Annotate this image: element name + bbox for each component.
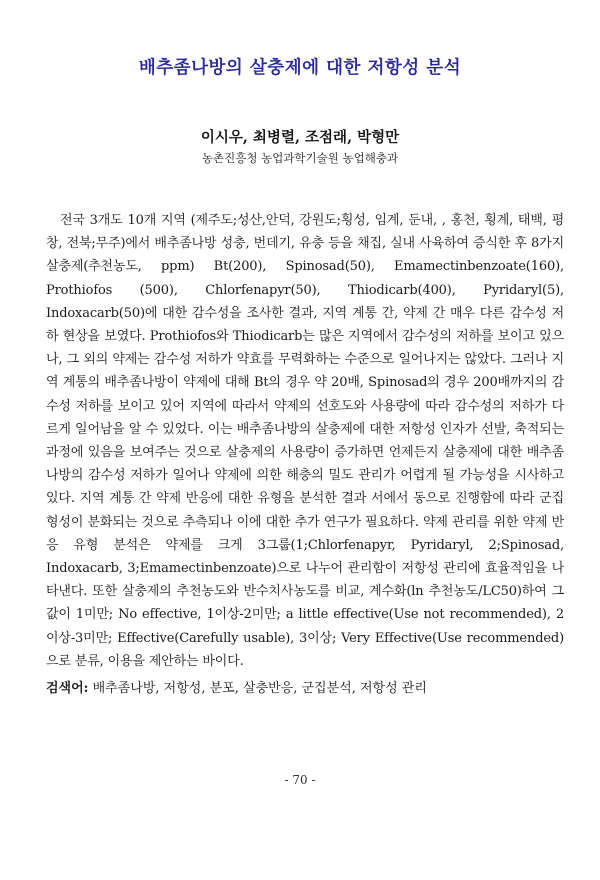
affiliation: 농촌진흥청 농업과학기술원 농업해충과 <box>201 151 399 165</box>
keywords-text: 배추좀나방, 저항성, 분포, 살충반응, 군집분석, 저항성 관리 <box>92 681 427 696</box>
paper-title: 배추좀나방의 살충제에 대한 저항성 분석 <box>138 58 462 78</box>
page-number: - 70 - <box>284 773 316 787</box>
author-list: 이시우, 최병렬, 조점래, 박형만 <box>200 129 400 146</box>
keywords-label: 검색어: <box>46 681 89 696</box>
keywords-section <box>46 679 564 699</box>
abstract-body: 전국 3개도 10개 지역 (제주도;성산,안덕, 강원도;횡성, 임계, 둔내, , 홍천, 횡계, 태백, 평창, 전북;무주)에서 배추좀나방 성충, 번데기, 유충 등을 채집, 실내 사육하여 증식한 후 8가지 살충제(추천농도, ppm) Bt(200), Spinosad(50), Emamectinbenzoate(160), Prothiofos (500), Chlorfenapyr(50), Thiodicarb(400), Pyridaryl(5), Indoxacarb(50)에 대한 감수성을 조사한 결과, 지역 계통 간, 약제 간 매우 다른 감수성 저하 현상을 보였다. Prothiofos와 Thiodicarb는 많은 지역에서 감수성의 저하를 보이고 있으나, 그 외의 약제는 감수성 저하가 약효를 무력화하는 수준으로 일어나지는 않았다. 그러나 지역 계통의 배추좀나방이 약제에 대해 Bt의 경우 약 20배, Spinosad의 경우 200배까지의 감수성 저하를 보이고 있어 지역에 따라서 약제의 선호도와 사용량에 따라 감수성의 저하가 다르게 일어남을 알 수 있었다. 이는 배추좀나방의 살충제에 대한 저항성 인자가 선발, 축적되는 과정에 있음을 보여주는 것으로 살충제의 사용량이 증가하면 언제든지 살충제에 대한 배추좀나방의 감수성 저하가 일어나 약제에 의한 해충의 밀도 관리가 어렵게 될 가능성을 시사하고 있다. 지역 계통 간 약제 반응에 대한 유형을 분석한 결과 서에서 동으로 진행함에 따라 군집 형성이 분화되는 것으로 추측되나 이에 대한 추가 연구가 필요하다. 약제 관리를 위한 약제 반응 유형 분석은 약제를 크게 3그룹(1;Chlorfenapyr, Pyridaryl, 2;Spinosad, Indoxacarb, 3;Emamectinbenzoate)으로 나누어 관리함이 저항성 관리에 효율적임을 나타낸다. 또한 살충제의 추천농도와 반수치사농도를 비교, 계수화(ln 추천농도/LC50)하여 그 값이 1미만; No effective, 1이상-2미만; a little effective(Use not recommended), 2이상-3미만; Effective(Carefully usable), 3이상; Very Effective(Use recommended)으로 분류, 이용을 제안하는 바이다. <box>46 213 564 669</box>
